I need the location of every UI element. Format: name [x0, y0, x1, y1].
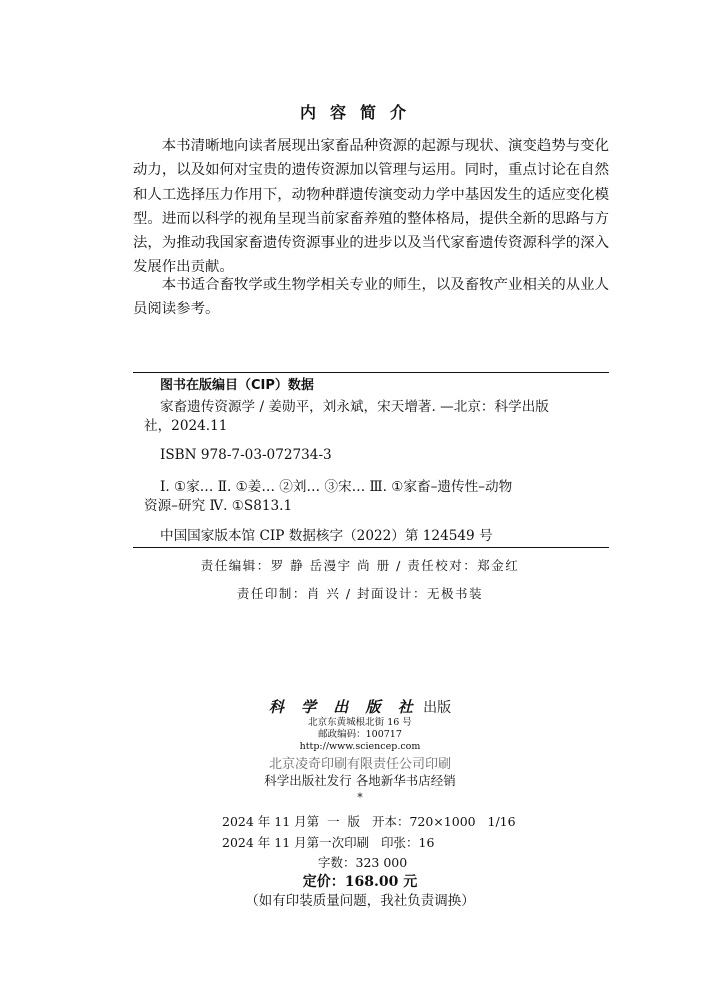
credits-production: 责任印制：肖 兴 / 封面设计：无极书装 — [236, 586, 484, 601]
cip-record-number: 中国国家版本馆 CIP 数据核字（2022）第 124549 号 — [160, 528, 493, 544]
publisher-website: http://www.sciencep.com — [299, 741, 421, 752]
credits-editors: 责任编辑：罗 静 岳漫宇 尚 册 / 责任校对：郑金红 — [200, 558, 520, 573]
publisher-line — [0, 696, 720, 717]
publisher-suffix: 出版 — [423, 700, 452, 716]
cip-isbn: ISBN 978-7-03-072734-3 — [160, 447, 332, 463]
cip-top-rule — [133, 372, 609, 373]
cip-bottom-rule — [133, 547, 609, 548]
publisher-name: 科 学 出 版 社 — [268, 698, 419, 716]
intro-paragraph-2-text: 本书适合畜牧学或生物学相关专业的师生，以及畜牧产业相关的从业人员阅读参考。 — [133, 277, 609, 318]
distribution-line: 科学出版社发行 各地新华书店经销 — [264, 773, 456, 788]
cip-heading: 图书在版编目（CIP）数据 — [160, 378, 314, 393]
cip-title-line-2: 社，2024.11 — [144, 418, 228, 434]
quality-note: （如有印装质量问题，我社负责调换） — [245, 893, 475, 909]
separator-star: * — [357, 791, 363, 804]
word-count: 字数：323 000 — [318, 855, 408, 870]
intro-paragraph-2 — [133, 273, 609, 322]
intro-paragraph-1 — [133, 134, 609, 280]
edition-line-2: 2024 年 11 月第一次印刷 印张：16 — [222, 835, 435, 850]
page-title: 内容简介 — [299, 103, 420, 122]
cip-title-line-1: 家畜遗传资源学 / 姜勋平，刘永斌，宋天增著. —北京：科学出版 — [160, 399, 549, 415]
edition-line-1: 2024 年 11 月第 一 版 开本：720×1000 1/16 — [222, 814, 516, 829]
printer-name: 北京凌奇印刷有限责任公司印刷 — [268, 757, 451, 772]
cip-classification-line-2: 资源–研究 Ⅳ. ①S813.1 — [144, 498, 293, 514]
intro-paragraph-1-text: 本书清晰地向读者展现出家畜品种资源的起源与现状、演变趋势与变化动力，以及如何对宝贵的遗传资源加以管理与运用。同时，重点讨论在自然和人工选择压力作用下，动物种群遗传演变动力学中基因发生的适应变化模型。进而以科学的视角呈现当前家畜养殖的整体格局，提供全新的思路与方法，为推动我国家畜遗传资源事业的进步以及当代家畜遗传资源科学的深入发展作出贡献。 — [133, 138, 609, 276]
price: 定价：168.00 元 — [302, 874, 418, 890]
publisher-postcode: 邮政编码：100717 — [318, 729, 402, 740]
cip-classification-line-1: Ⅰ. ①家… Ⅱ. ①姜… ②刘… ③宋… Ⅲ. ①家畜–遗传性–动物 — [160, 479, 513, 495]
publisher-address: 北京东黄城根北街 16 号 — [308, 717, 412, 728]
